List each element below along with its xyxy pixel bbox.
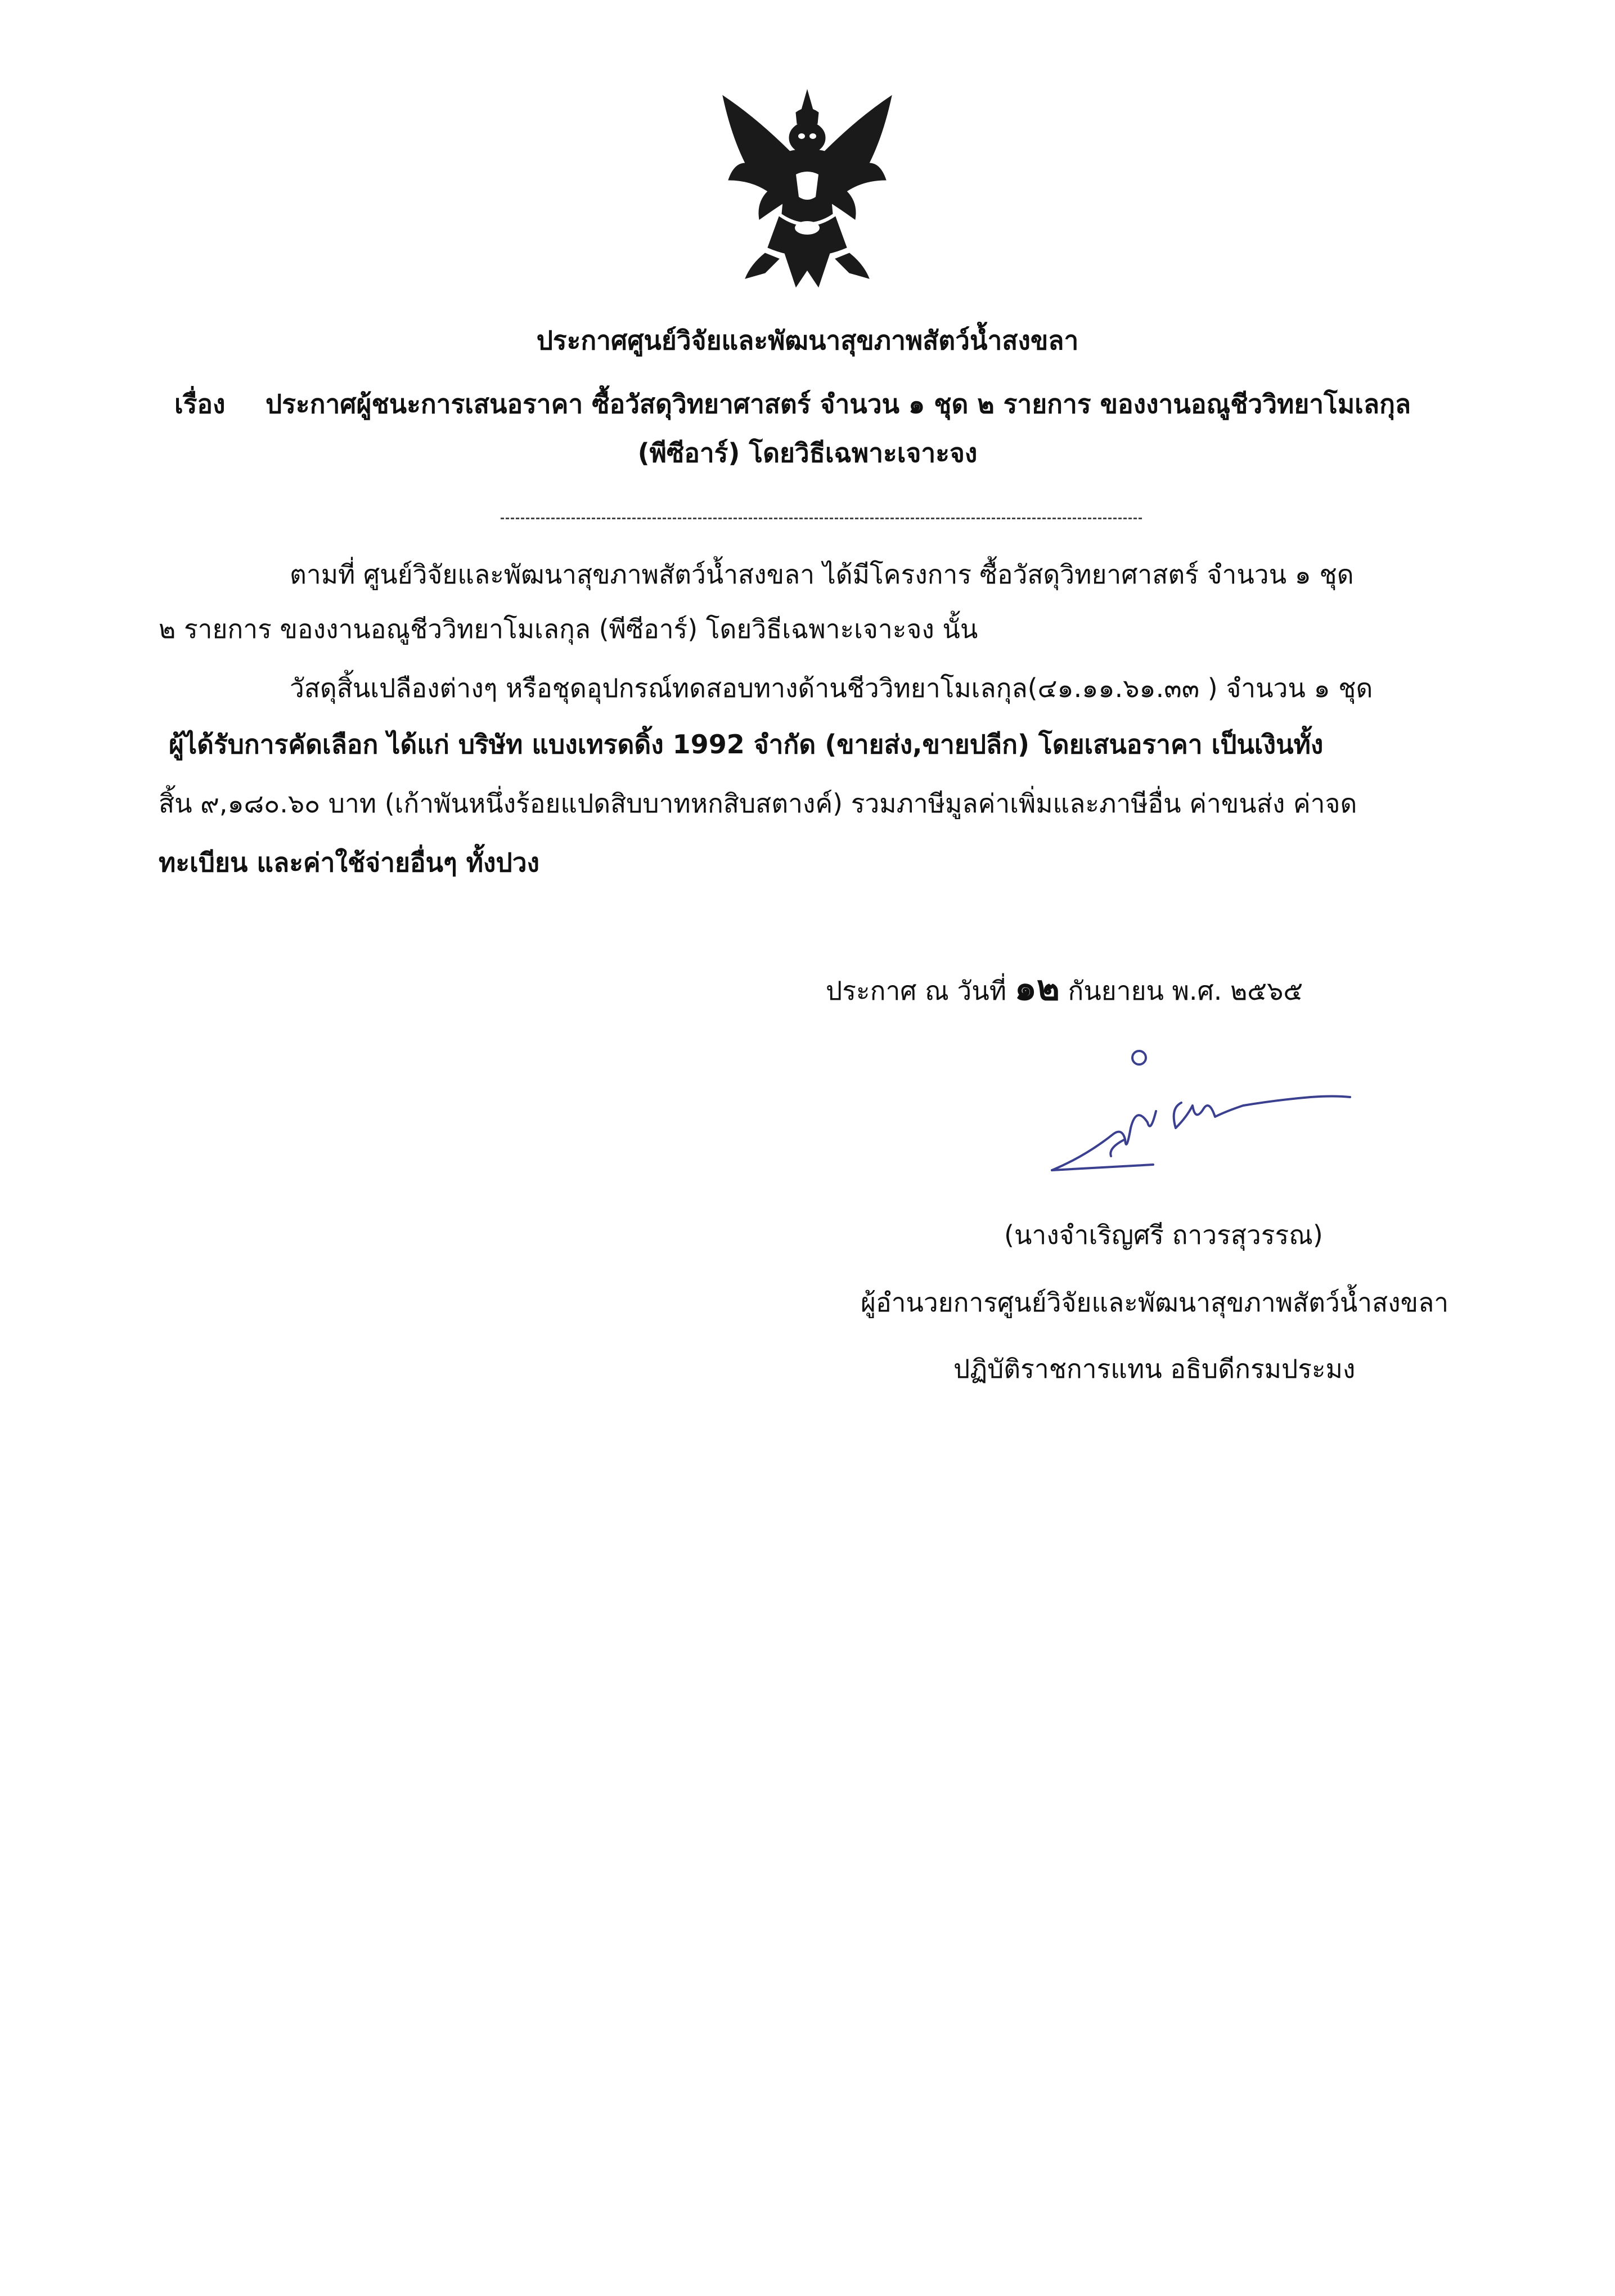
date-prefix: ประกาศ ณ วันที่: [826, 976, 1007, 1006]
announcement-date: [826, 967, 1303, 1008]
signatory-acting: ปฏิบัติราชการแทน อธิบดีกรมประมง: [953, 1354, 1356, 1384]
handwritten-signature: [1041, 1044, 1356, 1179]
subject-line-1: ประกาศผู้ชนะการเสนอราคา ซื้อวัสดุวิทยาศาสตร์ จำนวน ๑ ชุด ๒ รายการ ของงานอณูชีววิทยาโมเลกุล: [266, 389, 1411, 419]
subject-label: เรื่อง: [174, 389, 226, 419]
document-title: ประกาศศูนย์วิจัยและพัฒนาสุขภาพสัตว์น้ำสงขลา: [536, 325, 1079, 356]
paragraph-1-line-2: ๒ รายการ ของงานอณูชีววิทยาโมเลกุล (พีซีอาร์) โดยวิธีเฉพาะเจาะจง นั้น: [159, 614, 978, 644]
subject-line-2: (พีซีอาร์) โดยวิธีเฉพาะเจาะจง: [637, 438, 978, 468]
divider: [501, 518, 1142, 519]
garuda-emblem-icon: [712, 84, 903, 293]
signatory-name: (นางจำเริญศรี ถาวรสุวรรณ): [1004, 1220, 1323, 1250]
date-month-year: กันยายน พ.ศ. ๒๕๖๕: [1068, 976, 1303, 1006]
paragraph-2-line-2: ผู้ได้รับการคัดเลือก ได้แก่ บริษัท แบงเทรดดิ้ง 1992 จำกัด (ขายส่ง,ขายปลีก) โดยเสนอราคา เป็นเงินทั้ง: [169, 729, 1324, 760]
date-day: ๑๒: [1014, 967, 1060, 1008]
paragraph-1-line-1: ตามที่ ศูนย์วิจัยและพัฒนาสุขภาพสัตว์น้ำสงขลา ได้มีโครงการ ซื้อวัสดุวิทยาศาสตร์ จำนวน ๑ ชุด: [290, 559, 1354, 590]
signatory-position: ผู้อำนวยการศูนย์วิจัยและพัฒนาสุขภาพสัตว์น้ำสงขลา: [861, 1287, 1449, 1318]
paragraph-2-line-1: วัสดุสิ้นเปลืองต่างๆ หรือชุดอุปกรณ์ทดสอบทางด้านชีววิทยาโมเลกุล(๔๑.๑๑.๖๑.๓๓ ) จำนวน ๑ ชุด: [290, 673, 1373, 703]
paragraph-2-line-4: ทะเบียน และค่าใช้จ่ายอื่นๆ ทั้งปวง: [159, 847, 539, 878]
paragraph-2-line-3: สิ้น ๙,๑๘๐.๖๐ บาท (เก้าพันหนึ่งร้อยแปดสิบบาทหกสิบสตางค์) รวมภาษีมูลค่าเพิ่มและภาษีอื่น ค่าขนส่ง ค่าจด: [159, 788, 1357, 819]
